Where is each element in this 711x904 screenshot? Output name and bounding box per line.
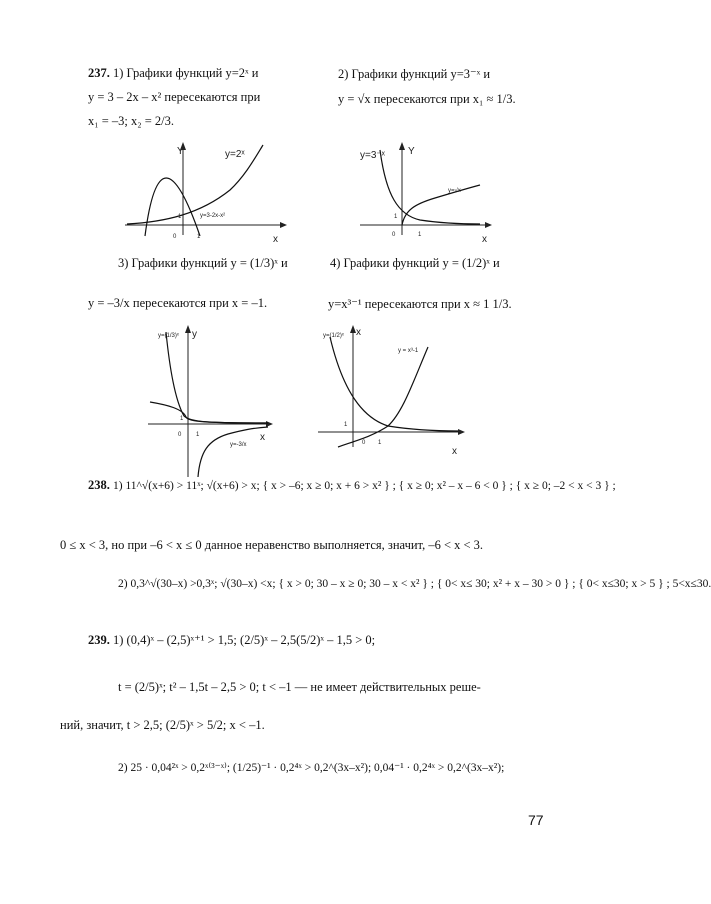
problem-number: 238.: [88, 478, 110, 492]
problem-number: 237.: [88, 66, 110, 80]
plot-4-one-y: 1: [344, 422, 348, 428]
p238-text-1: 1) 11^√(x+6) > 11ˣ; √(x+6) > x; { x > –6; x ≥ 0; x + 6 > x² } ; { x ≥ 0; x² – x – 6 < 0 } ; { x ≥ 0; –2 < x < 3 } ;: [113, 480, 616, 492]
plot-4: [318, 322, 468, 462]
plot-4-one: 1: [378, 440, 382, 446]
plot-2-y-arrow: [399, 142, 405, 150]
plot-4-y-label: x: [356, 327, 361, 338]
plot-4-curve-label-a: y=(1/2)ˣ: [323, 333, 344, 339]
plot-3-one-y: 1: [180, 416, 184, 422]
plot-3-curve-label-b: y=-3/x: [230, 442, 247, 448]
plot-3-y-arrow: [185, 325, 191, 333]
plot-3-curve-label-a: y=(1/3)ˣ: [158, 333, 179, 339]
plot-2-x-label: x: [482, 234, 487, 245]
plot-1-x-arrow: [280, 222, 287, 228]
plot-4-zero: 0: [362, 440, 366, 446]
plot-1-zero: 0: [173, 234, 177, 240]
plot-3: [148, 322, 278, 482]
plot-1-parabola: [145, 178, 200, 236]
plot-2-one: 1: [418, 232, 422, 238]
p237-line-1c: x₁ = –3; x₂ = 2/3.: [88, 114, 175, 128]
p238-line-1: [88, 478, 616, 493]
p239-line-2: t = (2/5)ˣ; t² – 1,5t – 2,5 > 0; t < –1 — не имеет действительных реше-: [118, 680, 481, 694]
p237-line-4b: y=x³⁻¹ пересекаются при x ≈ 1 1/3.: [328, 297, 512, 311]
plot-2-zero: 0: [392, 232, 396, 238]
p237-line-2a: 2) Графики функций y=3⁻ˣ и: [338, 67, 491, 81]
p237-line-1b: y = 3 – 2x – x² пересекаются при: [88, 90, 261, 104]
plot-4-exponential: [330, 337, 458, 431]
plot-2-curve-label-a: y=3⁻ˣ: [360, 150, 385, 161]
plot-3-x-label: x: [260, 432, 265, 443]
plot-1-y-label: Y: [177, 146, 184, 157]
plot-1-one: 1: [197, 234, 201, 240]
plot-1-curve-label: y=2ˣ: [225, 149, 245, 160]
p237-line-2b: y = √x пересекаются при x₁ ≈ 1/3.: [338, 92, 516, 106]
plot-2-sqrt: [402, 185, 480, 225]
p239-line-3: ний, значит, t > 2,5; (2/5)ˣ > 5/2; x < –1.: [60, 718, 265, 732]
plot-2-y-label: Y: [408, 146, 415, 157]
plot-1: [125, 140, 290, 245]
plot-4-x-arrow: [458, 429, 465, 435]
plot-3-hyperbola-right: [198, 427, 268, 477]
plot-3-zero: 0: [178, 432, 182, 438]
p239-line-4: 2) 25 · 0,04²ˣ > 0,2ˣ⁽³⁻ˣ⁾; (1/25)⁻¹ · 0,2⁴ˣ > 0,2^(3x–x²); 0,04⁻¹ · 0,2⁴ˣ > 0,2^(3x–x²);: [118, 762, 505, 774]
plot-4-x-label: x: [452, 446, 457, 457]
page-number: 77: [528, 812, 544, 828]
problem-number: 239.: [88, 633, 110, 647]
plot-3-x-arrow: [266, 421, 273, 427]
plot-2-x-arrow: [485, 222, 492, 228]
p237-line-3a: 3) Графики функций y = (1/3)ˣ и: [118, 256, 288, 270]
plot-1-parabola-label: y=3-2x-x²: [200, 213, 226, 219]
p237-text-1a: 1) Графики функций y=2ˣ и: [113, 66, 259, 80]
p238-line-3: 2) 0,3^√(30–x) >0,3ˣ; √(30–x) <x; { x > 0; 30 – x ≥ 0; 30 – x < x² } ; { 0< x≤ 30; x² + x – 30 > 0 } ; { 0< x≤30; x > 5 } ; 5<x≤30.: [118, 578, 711, 590]
p237-line-4a: 4) Графики функций y = (1/2)ˣ и: [330, 256, 500, 270]
plot-1-one-y: 1: [178, 214, 182, 220]
plot-3-one: 1: [196, 432, 200, 438]
p237-line-3b: y = –3/x пересекаются при x = –1.: [88, 296, 268, 310]
plot-3-exponential: [166, 332, 268, 423]
plot-2: [360, 140, 500, 245]
plot-4-curve-label-b: y = x³-1: [398, 348, 419, 354]
plot-1-x-label: x: [273, 234, 278, 245]
plot-3-hyperbola-left: [150, 402, 268, 423]
p238-line-2: 0 ≤ x < 3, но при –6 < x ≤ 0 данное неравенство выполняется, значит, –6 < x < 3.: [60, 538, 484, 552]
p239-text-1: 1) (0,4)ˣ – (2,5)ˣ⁺¹ > 1,5; (2/5)ˣ – 2,5(5/2)ˣ – 1,5 > 0;: [113, 633, 376, 647]
plot-2-curve-label-b: y=√x: [448, 188, 461, 194]
p237-line-1a: [88, 66, 258, 81]
plot-2-one-y: 1: [394, 214, 398, 220]
plot-2-exponential: [380, 150, 480, 224]
p239-line-1: [88, 632, 375, 648]
plot-3-y-label: y: [192, 329, 197, 340]
